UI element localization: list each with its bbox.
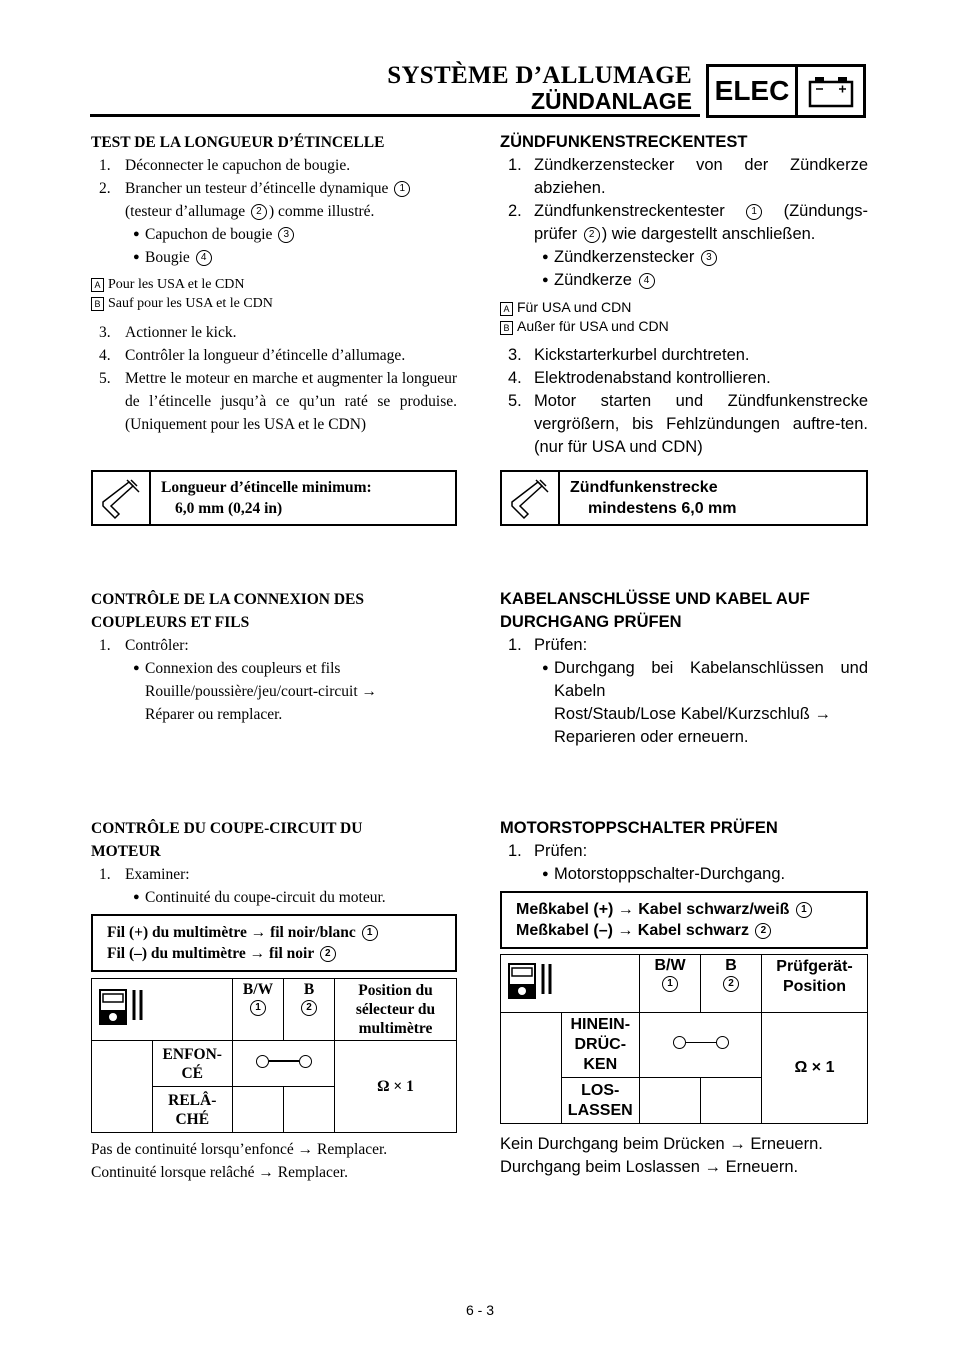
fr-spark-spec1: Longueur d’étincelle minimum: [161, 479, 372, 496]
fr-coupler-b1: Connexion des coupleurs et fils [145, 660, 341, 677]
fr-wire2: Fil (–) du multimètre → fil noir 2 [107, 943, 441, 964]
de-spark-b2: Zündkerze 4 [554, 269, 657, 292]
fr-spark-b2: Bougie 4 [145, 246, 214, 269]
page-number: 6 - 3 [465, 1302, 494, 1318]
fr-spark-spec2: 6,0 mm (0,24 in) [175, 500, 283, 517]
de-range: Ω × 1 [762, 1013, 868, 1124]
de-stop-result [500, 1133, 868, 1179]
fr-coupler-b3: Réparer ou remplacer. [145, 706, 283, 723]
de-spark-spec2: mindestens 6,0 mm [588, 500, 737, 517]
fr-coupler-step1: Contrôler: [125, 637, 189, 654]
fr-spark-notes: A Pour les USA et le CDN B Sauf pour les USA et le CDN [91, 275, 457, 313]
elec-label: ELEC [709, 67, 798, 115]
fr-spark-test: TEST DE LA LONGUEUR D’ÉTINCELLE 1. Déconnecter le capuchon de bougie. 2. Brancher un testeur d’étincelle dynamique 1 (testeur d’allumage 2 ) comme illustré. ● Capuchon de bougie 3 ● Bougie 4 A Pour les USA et le CDN B Sauf pour les USA et le CDN 3. Actionner le kick. 4. Contrôler la longueur d’étincelle d’allumage. 5. Mettre le moteur en marche et augmenter la longueur de l’étincelle jusqu’à ce qu’un raté se produise. (Uniquement pour les USA et le CDN) [91, 131, 457, 436]
de-coupler-b2: Rost/Staub/Lose Kabel/Kurzschluß → [554, 705, 831, 723]
fr-row-released: RELÂ- CHÉ [152, 1087, 233, 1133]
fr-stop-heading2: MOTEUR [91, 843, 161, 860]
fr-spark-step2: Brancher un testeur d’étincelle dynamique 1 (testeur d’allumage 2 ) comme illustré. [125, 177, 457, 223]
fr-col-bw: B/W [242, 981, 274, 998]
fr-stop-heading1: CONTRÔLE DU COUPE-CIRCUIT DU [91, 820, 363, 837]
de-coupler-b1: Durchgang bei Kabelanschlüssen und Kabeln [554, 659, 868, 700]
de-spark-spec1: Zündfunkenstrecke [570, 479, 718, 496]
fr-spark-spec-box [91, 470, 457, 526]
fr-after2: Continuité lorsque relâché → Remplacer. [91, 1164, 348, 1181]
de-coupler-b3: Reparieren oder erneuern. [554, 728, 749, 746]
de-continuity-table: B/W 1 B 2 Prüfgerät- Position HINEIN- DRÜC- KEN Ω × 1 LOS- LASSEN [500, 954, 868, 1124]
de-row-released: LOS- LASSEN [561, 1078, 640, 1124]
fr-continuity-symbol [233, 1041, 335, 1087]
de-stop-heading: MOTORSTOPPSCHALTER PRÜFEN [500, 819, 778, 837]
elec-badge [706, 64, 866, 118]
fr-stop-switch: CONTRÔLE DU COUPE-CIRCUIT DU MOTEUR 1. Examiner: ● Continuité du coupe-circuit du moteur. [91, 817, 457, 909]
de-continuity-symbol [640, 1013, 762, 1078]
de-stop-step1: Prüfen: [534, 842, 588, 860]
header-title-de: ZÜNDANLAGE [531, 88, 692, 114]
fr-continuity-table: B/W 1 B 2 Position du sélecteur du multimètre ENFON- CÉ Ω × 1 RELÂ- CHÉ [91, 978, 457, 1133]
de-spark-notes: A Für USA und CDN B Außer für USA und CDN [500, 298, 868, 336]
fr-stop-step1: Examiner: [125, 866, 190, 883]
de-after1: Kein Durchgang beim Drücken → Erneuern. [500, 1135, 823, 1153]
fr-after1: Pas de continuité lorsqu’enfoncé → Remplacer. [91, 1141, 388, 1158]
caliper-icon [93, 472, 151, 524]
de-wire2: Meßkabel (–) → Kabel schwarz 2 [516, 920, 852, 941]
fr-coupler-check: CONTRÔLE DE LA CONNEXION DES COUPLEURS ET FILS 1. Contrôler: ● Connexion des coupleurs et fils Rouille/poussière/jeu/court-circuit → Réparer ou remplacer. [91, 588, 457, 726]
fr-col-b: B [303, 981, 315, 998]
de-wire1: Meßkabel (+) → Kabel schwarz/weiß 1 [516, 899, 852, 920]
multimeter-icon [501, 955, 562, 1013]
de-coupler-check: KABELANSCHLÜSSE UND KABEL AUF DURCHGANG PRÜFEN 1. Prüfen: ● Durchgang bei Kabelanschlüssen und Kabeln Rost/Staub/Lose Kabel/Kurzschluß → Reparieren oder erneuern. [500, 588, 868, 749]
de-stop-b1: Motorstoppschalter-Durchgang. [554, 865, 786, 883]
de-after2: Durchgang beim Loslassen → Erneuern. [500, 1158, 799, 1176]
fr-wire-box [91, 914, 457, 972]
fr-wire1: Fil (+) du multimètre → fil noir/blanc 1 [107, 922, 441, 943]
de-coupler-heading1: KABELANSCHLÜSSE UND KABEL AUF [500, 590, 810, 608]
de-spark-heading: ZÜNDFUNKENSTRECKENTEST [500, 133, 748, 151]
fr-spark-b1: Capuchon de bougie 3 [145, 223, 296, 246]
de-stop-switch: MOTORSTOPPSCHALTER PRÜFEN 1. Prüfen: ● Motorstoppschalter-Durchgang. [500, 817, 868, 886]
de-col-b: B [725, 957, 737, 974]
caliper-icon [502, 472, 560, 524]
fr-col-position: Position du sélecteur du multimètre [335, 979, 457, 1041]
fr-spark-step1: Déconnecter le capuchon de bougie. [125, 157, 351, 174]
fr-stop-result [91, 1138, 457, 1184]
header-rule [90, 114, 700, 117]
fr-row-pressed: ENFON- CÉ [152, 1041, 233, 1087]
fr-coupler-b2: Rouille/poussière/jeu/court-circuit → [145, 683, 378, 700]
de-row-pressed: HINEIN- DRÜC- KEN [561, 1013, 640, 1078]
fr-coupler-heading1: CONTRÔLE DE LA CONNEXION DES [91, 591, 365, 608]
multimeter-icon [92, 979, 153, 1041]
de-col-bw: B/W [654, 957, 686, 974]
de-spark-step4: Elektrodenabstand kontrollieren. [534, 369, 771, 387]
de-coupler-heading2: DURCHGANG PRÜFEN [500, 613, 682, 631]
de-coupler-step1: Prüfen: [534, 636, 588, 654]
fr-spark-step3: Actionner le kick. [125, 324, 237, 341]
fr-stop-b1: Continuité du coupe-circuit du moteur. [145, 889, 386, 906]
de-spark-spec-box [500, 470, 868, 526]
fr-coupler-heading2: COUPLEURS ET FILS [91, 614, 250, 631]
fr-range: Ω × 1 [335, 1041, 457, 1133]
de-spark-b1: Zündkerzenstecker 3 [554, 246, 719, 269]
battery-icon [798, 67, 863, 115]
de-spark-step3: Kickstarterkurbel durchtreten. [534, 346, 750, 364]
fr-spark-step5: Mettre le moteur en marche et augmenter la longueur de l’étincelle jusqu’à ce qu’un raté se produise. (Uniquement pour les USA et le CDN) [125, 370, 457, 433]
fr-spark-step4: Contrôler la longueur d’étincelle d’allumage. [125, 347, 406, 364]
header-title-fr: SYSTÈME D’ALLUMAGE [387, 62, 692, 89]
fr-spark-heading: TEST DE LA LONGUEUR D’ÉTINCELLE [91, 134, 385, 151]
de-wire-box [500, 891, 868, 949]
de-spark-test: ZÜNDFUNKENSTRECKENTEST 1. Zündkerzenstecker von der Zündkerze abziehen. 2. Zündfunkenstreckentester 1 (Zündungs-prüfer 2 ) wie dargestellt anschließen. ● Zündkerzenstecker 3 ● Zündkerze 4 A Für USA und CDN B Außer für USA und CDN 3. Kickstarterkurbel durchtreten. 4. Elektrodenabstand kontrollieren. 5. Motor starten und Zündfunkenstrecke vergrößern, bis Fehlzündungen auftre-ten. (nur für USA und CDN) [500, 131, 868, 459]
de-spark-step2: Zündfunkenstreckentester 1 (Zündungs-prüfer 2 ) wie dargestellt anschließen. [534, 202, 868, 243]
de-spark-step5: Motor starten und Zündfunkenstrecke vergrößern, bis Fehlzündungen auftre-ten. (nur für USA und CDN) [534, 392, 868, 456]
de-spark-step1: Zündkerzenstecker von der Zündkerze abziehen. [534, 156, 868, 197]
de-col-position: Prüfgerät- Position [762, 955, 868, 1013]
